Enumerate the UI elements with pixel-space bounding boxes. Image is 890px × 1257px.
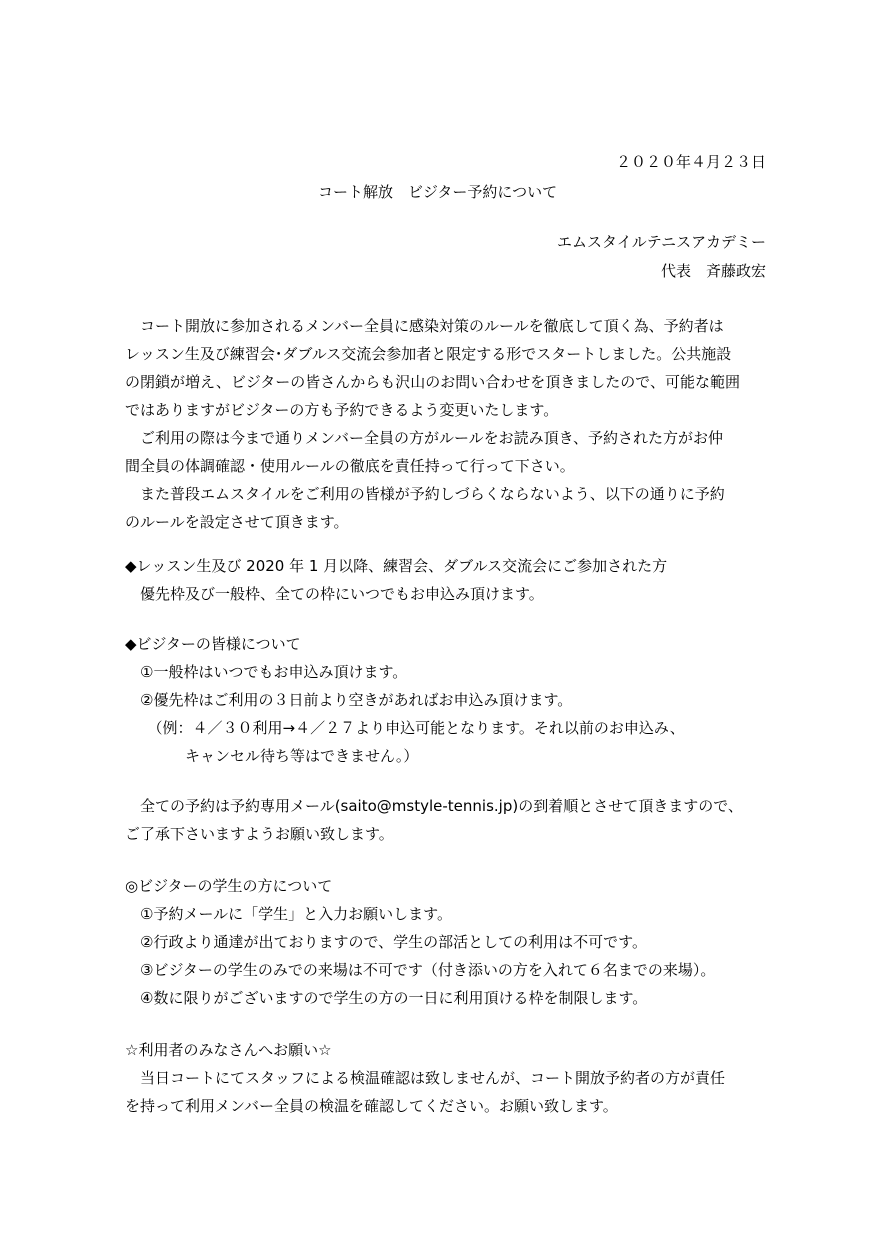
section-heading-student: ◎ビジターの学生の方について bbox=[125, 877, 333, 895]
intro-line: のルールを設定させて頂きます。 bbox=[125, 513, 349, 531]
representative-name: 代表 斉藤政宏 bbox=[660, 262, 766, 280]
student-rule-item: ①予約メールに「学生」と入力お願いします。 bbox=[125, 905, 452, 923]
request-body-line: を持って利用メンバー全員の検温を確認してください。お願い致します。 bbox=[125, 1097, 618, 1115]
visitor-rule-item: ①一般枠はいつでもお申込み頂けます。 bbox=[125, 663, 408, 681]
organization-name: エムスタイルテニスアカデミー bbox=[557, 233, 766, 251]
document-title: コート解放 ビジター予約について bbox=[318, 183, 558, 201]
request-body-line: 当日コートにてスタッフによる検温確認は致しませんが、コート開放予約者の方が責任 bbox=[125, 1069, 726, 1087]
reservation-note-line: 全ての予約は予約専用メール(saito@mstyle-tennis.jp)の到着順とさせて頂きますので、 bbox=[125, 797, 743, 815]
student-rule-item: ③ビジターの学生のみでの来場は不可です（付き添いの方を入れて６名までの来場）。 bbox=[125, 961, 716, 979]
section-body-lesson: 優先枠及び一般枠、全ての枠にいつでもお申込み頂けます。 bbox=[125, 585, 544, 603]
intro-line: コート開放に参加されるメンバー全員に感染対策のルールを徹底して頂く為、予約者は bbox=[125, 317, 724, 335]
intro-line: ではありますがビジターの方も予約できるよう変更いたします。 bbox=[125, 401, 559, 419]
reservation-note-line: ご了承下さいますようお願い致します。 bbox=[125, 825, 394, 843]
intro-line: また普段エムスタイルをご利用の皆様が予約しづらくならないよう、以下の通りに予約 bbox=[125, 485, 725, 503]
section-heading-lesson: ◆レッスン生及び 2020 年 1 月以降、練習会、ダブルス交流会にご参加された方 bbox=[125, 557, 668, 575]
intro-line: 間全員の体調確認・使用ルールの徹底を責任持って行って下さい。 bbox=[125, 457, 575, 475]
visitor-rule-example: キャンセル待ち等はできません。） bbox=[125, 747, 419, 765]
student-rule-item: ④数に限りがございますので学生の方の一日に利用頂ける枠を制限します。 bbox=[125, 989, 648, 1007]
section-heading-visitor: ◆ビジターの皆様について bbox=[125, 635, 301, 653]
student-rule-item: ②行政より通達が出ておりますので、学生の部活としての利用は不可です。 bbox=[125, 933, 647, 951]
intro-line: レッスン生及び練習会･ダブルス交流会参加者と限定する形でスタートしました。公共施設 bbox=[125, 345, 732, 363]
document-date: ２０２０年４月２３日 bbox=[615, 153, 766, 171]
visitor-rule-item: ②優先枠はご利用の３日前より空きがあればお申込み頂けます。 bbox=[125, 691, 573, 709]
intro-line: ご利用の際は今まで通りメンバー全員の方がルールをお読み頂き、予約された方がお仲 bbox=[125, 429, 724, 447]
visitor-rule-example: （例：４／３０利用→４／２７より申込可能となります。それ以前のお申込み、 bbox=[125, 719, 685, 737]
section-heading-request: ☆利用者のみなさんへお願い☆ bbox=[125, 1041, 332, 1059]
intro-line: の閉鎖が増え、ビジターの皆さんからも沢山のお問い合わせを頂きましたので、可能な範囲 bbox=[125, 373, 741, 391]
